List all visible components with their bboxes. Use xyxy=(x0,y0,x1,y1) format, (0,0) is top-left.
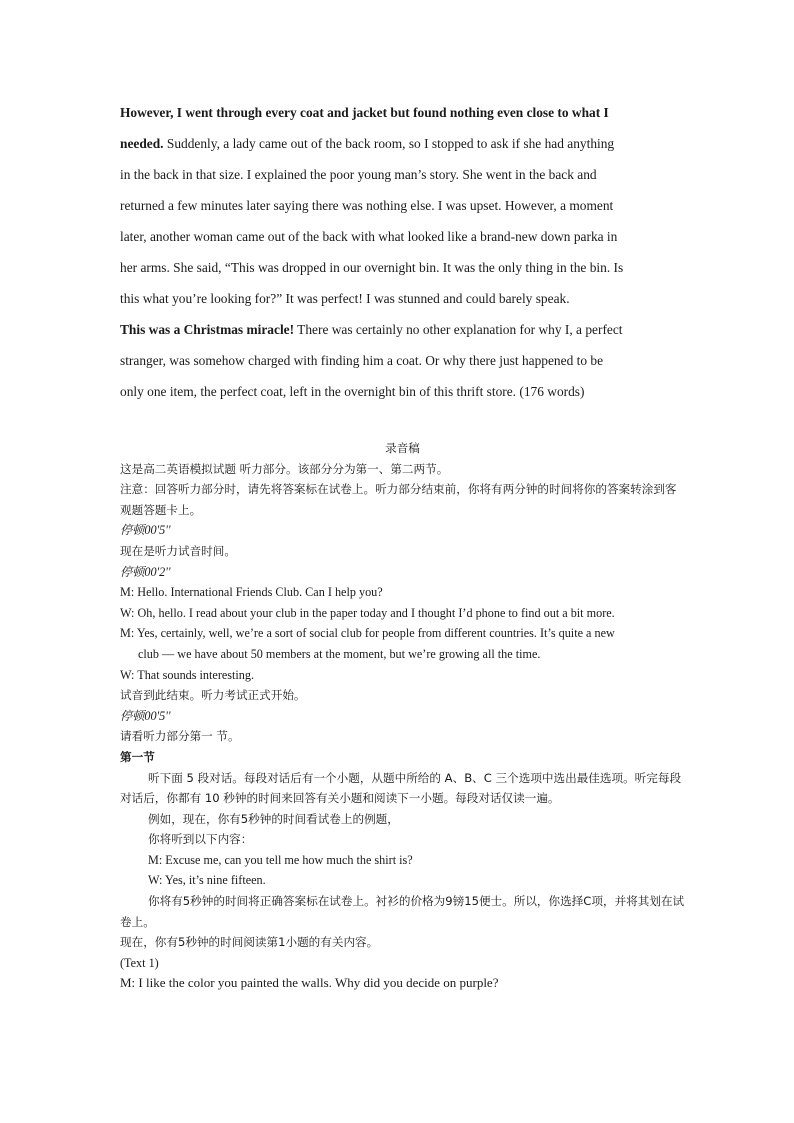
section1-instructions: 听下面 5 段对话。每段对话后有一个小题，从题中所给的 A、B、C 三个选项中选出最佳选项。听完每段对话后，你都有 10 秒钟的时间来回答有关小题和阅读下一小题。每段对话仅读一遍。 xyxy=(120,770,682,806)
transcript-notice: 注意：回答听力部分时，请先将答案标在试卷上。听力部分结束前，你将有两分钟的时间将你的答案转涂到客观题答题卡上。 xyxy=(120,482,677,517)
transcript-intro: 这是高二英语模拟试题 听力部分。该部分分为第一、第二两节。 xyxy=(120,461,449,476)
read-q1-text: 现在，你有5秒钟的时间阅读第1小题的有关内容。 xyxy=(120,935,379,950)
example-text: 例如，现在，你有5秒钟的时间看试卷上的例题， xyxy=(148,811,399,826)
pause-marker: 停顿00'2'' xyxy=(120,564,171,579)
story-line: later, another woman came out of the back with what looked like a brand-new down parka in xyxy=(120,229,618,244)
dialog-line: W: Oh, hello. I read about your club in the paper today and I thought I’d phone to find out a bit more. xyxy=(120,605,615,620)
section1-heading: 第一节 xyxy=(120,749,155,764)
test-time-text: 现在是听力试音时间。 xyxy=(120,543,236,558)
pause-marker: 停顿00'5'' xyxy=(120,523,171,538)
example-dialog-line: M: Excuse me, can you tell me how much the shirt is? xyxy=(148,852,413,867)
story-line: in the back in that size. I explained the poor young man’s story. She went in the back and xyxy=(120,167,597,182)
dialog-line: M: I like the color you painted the walls. Why did you decide on purple? xyxy=(120,975,499,991)
story-line: her arms. She said, “This was dropped in our overnight bin. It was the only thing in the bin. Is xyxy=(120,260,624,275)
dialog-line: club — we have about 50 members at the moment, but we’re growing all the time. xyxy=(138,646,541,661)
example-dialog-line: W: Yes, it’s nine fifteen. xyxy=(148,873,266,888)
story-line: returned a few minutes later saying there was nothing else. I was upset. However, a moment xyxy=(120,198,614,213)
listening-transcript xyxy=(120,438,685,994)
dialog-line: W: That sounds interesting. xyxy=(120,667,255,682)
example-text: 你将听到以下内容： xyxy=(148,832,253,847)
story-line: this what you’re looking for?” It was perfect! I was stunned and could barely speak. xyxy=(120,291,570,306)
dialog-line: M: Yes, certainly, well, we’re a sort of social club for people from different countries. It’s quite a new xyxy=(120,626,615,641)
story-line: However, I went through every coat and jacket but found nothing even close to what I xyxy=(120,105,609,120)
story-passage xyxy=(120,97,680,407)
transcript-title: 录音稿 xyxy=(385,441,420,455)
see-section1-text: 请看听力部分第一 节。 xyxy=(120,729,240,744)
story-line: needed. Suddenly, a lady came out of the back room, so I stopped to ask if she had anything xyxy=(120,136,615,151)
story-line: stranger, was somehow charged with finding him a coat. Or why there just happened to be xyxy=(120,353,604,368)
story-line: only one item, the perfect coat, left in the overnight bin of this thrift store. (176 words) xyxy=(120,384,585,399)
test-end-text: 试音到此结束。听力考试正式开始。 xyxy=(120,688,306,703)
story-line: This was a Christmas miracle! There was certainly no other explanation for why I, a perfect xyxy=(120,322,623,337)
dialog-line: M: Hello. International Friends Club. Can I help you? xyxy=(120,585,383,600)
pause-marker: 停顿00'5'' xyxy=(120,708,171,723)
text1-label: (Text 1) xyxy=(120,955,159,970)
example-answer-text: 你将有5秒钟的时间将正确答案标在试卷上。衬衫的价格为9镑15便士。所以，你选择C项，并将其划在试卷上。 xyxy=(120,894,685,929)
